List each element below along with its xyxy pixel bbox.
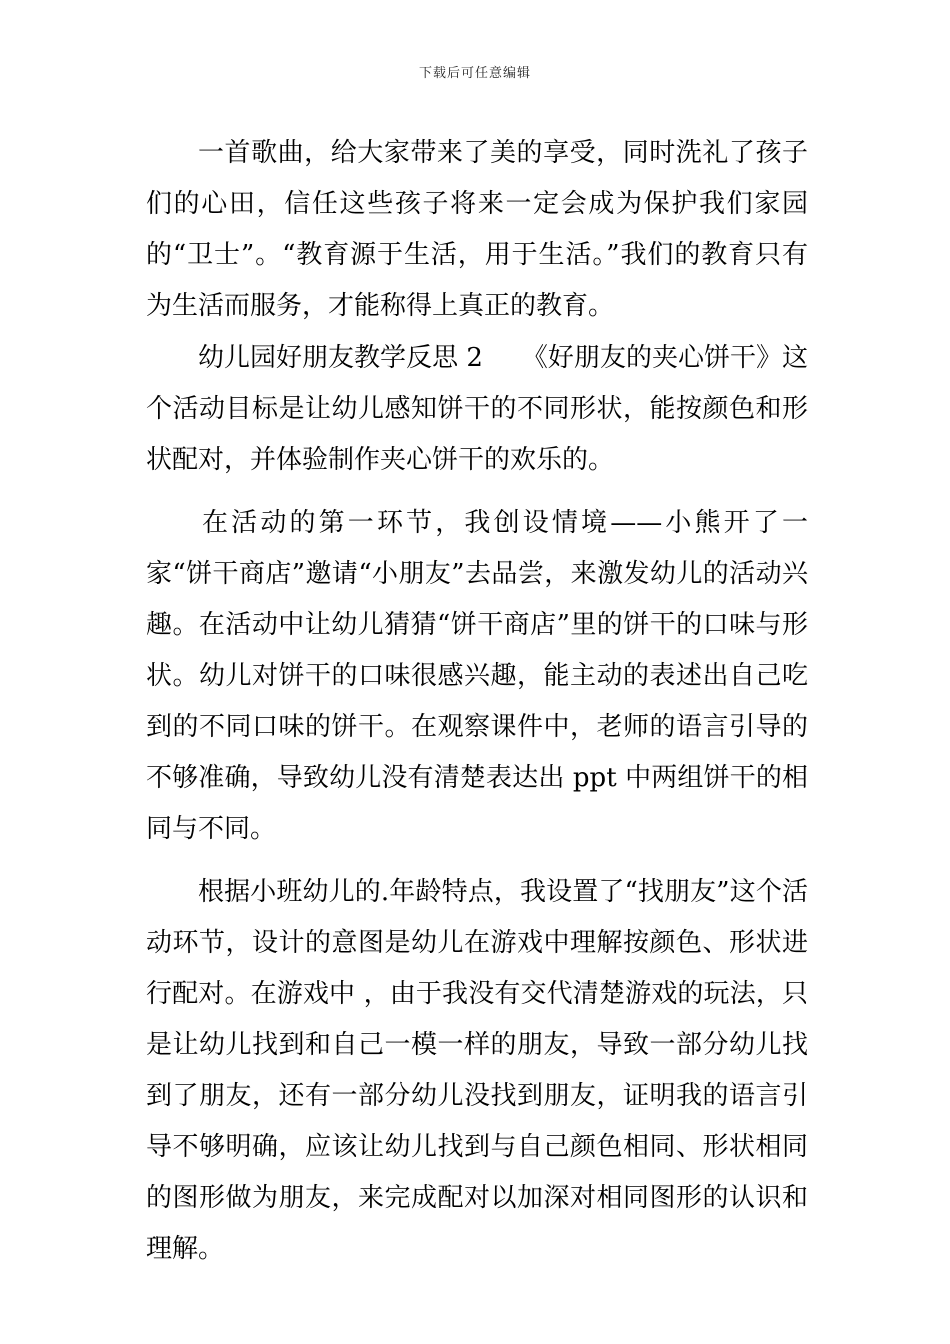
document-body [146, 128, 808, 1275]
paragraph-3: 在活动的第一环节，我创设情境——小熊开了一家“饼干商店”邀请“小朋友”去品尝，来激发幼儿的活动兴趣。在活动中让幼儿猜猜“饼干商店”里的饼干的口味与形状。幼儿对饼干的口味很感兴趣，能主动的表述出自己吃到的不同口味的饼干。在观察课件中，老师的语言引导的不够准确，导致幼儿没有清楚表达出 ppt 中两组饼干的相同与不同。 [146, 508, 808, 844]
paragraph-1: 一首歌曲，给大家带来了美的享受，同时洗礼了孩子们的心田，信任这些孩子将来一定会成为保护我们家园的“卫士”。“教育源于生活，用于生活。”我们的教育只有为生活而服务，才能称得上真正的教育。 [146, 138, 808, 321]
paragraph-4: 根据小班幼儿的.年龄特点，我设置了“找朋友”这个活动环节，设计的意图是幼儿在游戏中理解按颜色、形状进行配对。在游戏中 ，由于我没有交代清楚游戏的玩法，只是让幼儿找到和自己一模一样的朋友，导致一部分幼儿找到了朋友，还有一部分幼儿没找到朋友，证明我的语言引导不够明确，应该让幼儿找到与自己颜色相同、形状相同的图形做为朋友，来完成配对以加深对相同图形的认识和理解。 [146, 877, 808, 1264]
paragraph-2: 幼儿园好朋友教学反思 2 《好朋友的夹心饼干》这个活动目标是让幼儿感知饼干的不同形状，能按颜色和形状配对，并体验制作夹心饼干的欢乐的。 [146, 343, 808, 475]
page-header: 下载后可任意编辑 [418, 66, 531, 81]
